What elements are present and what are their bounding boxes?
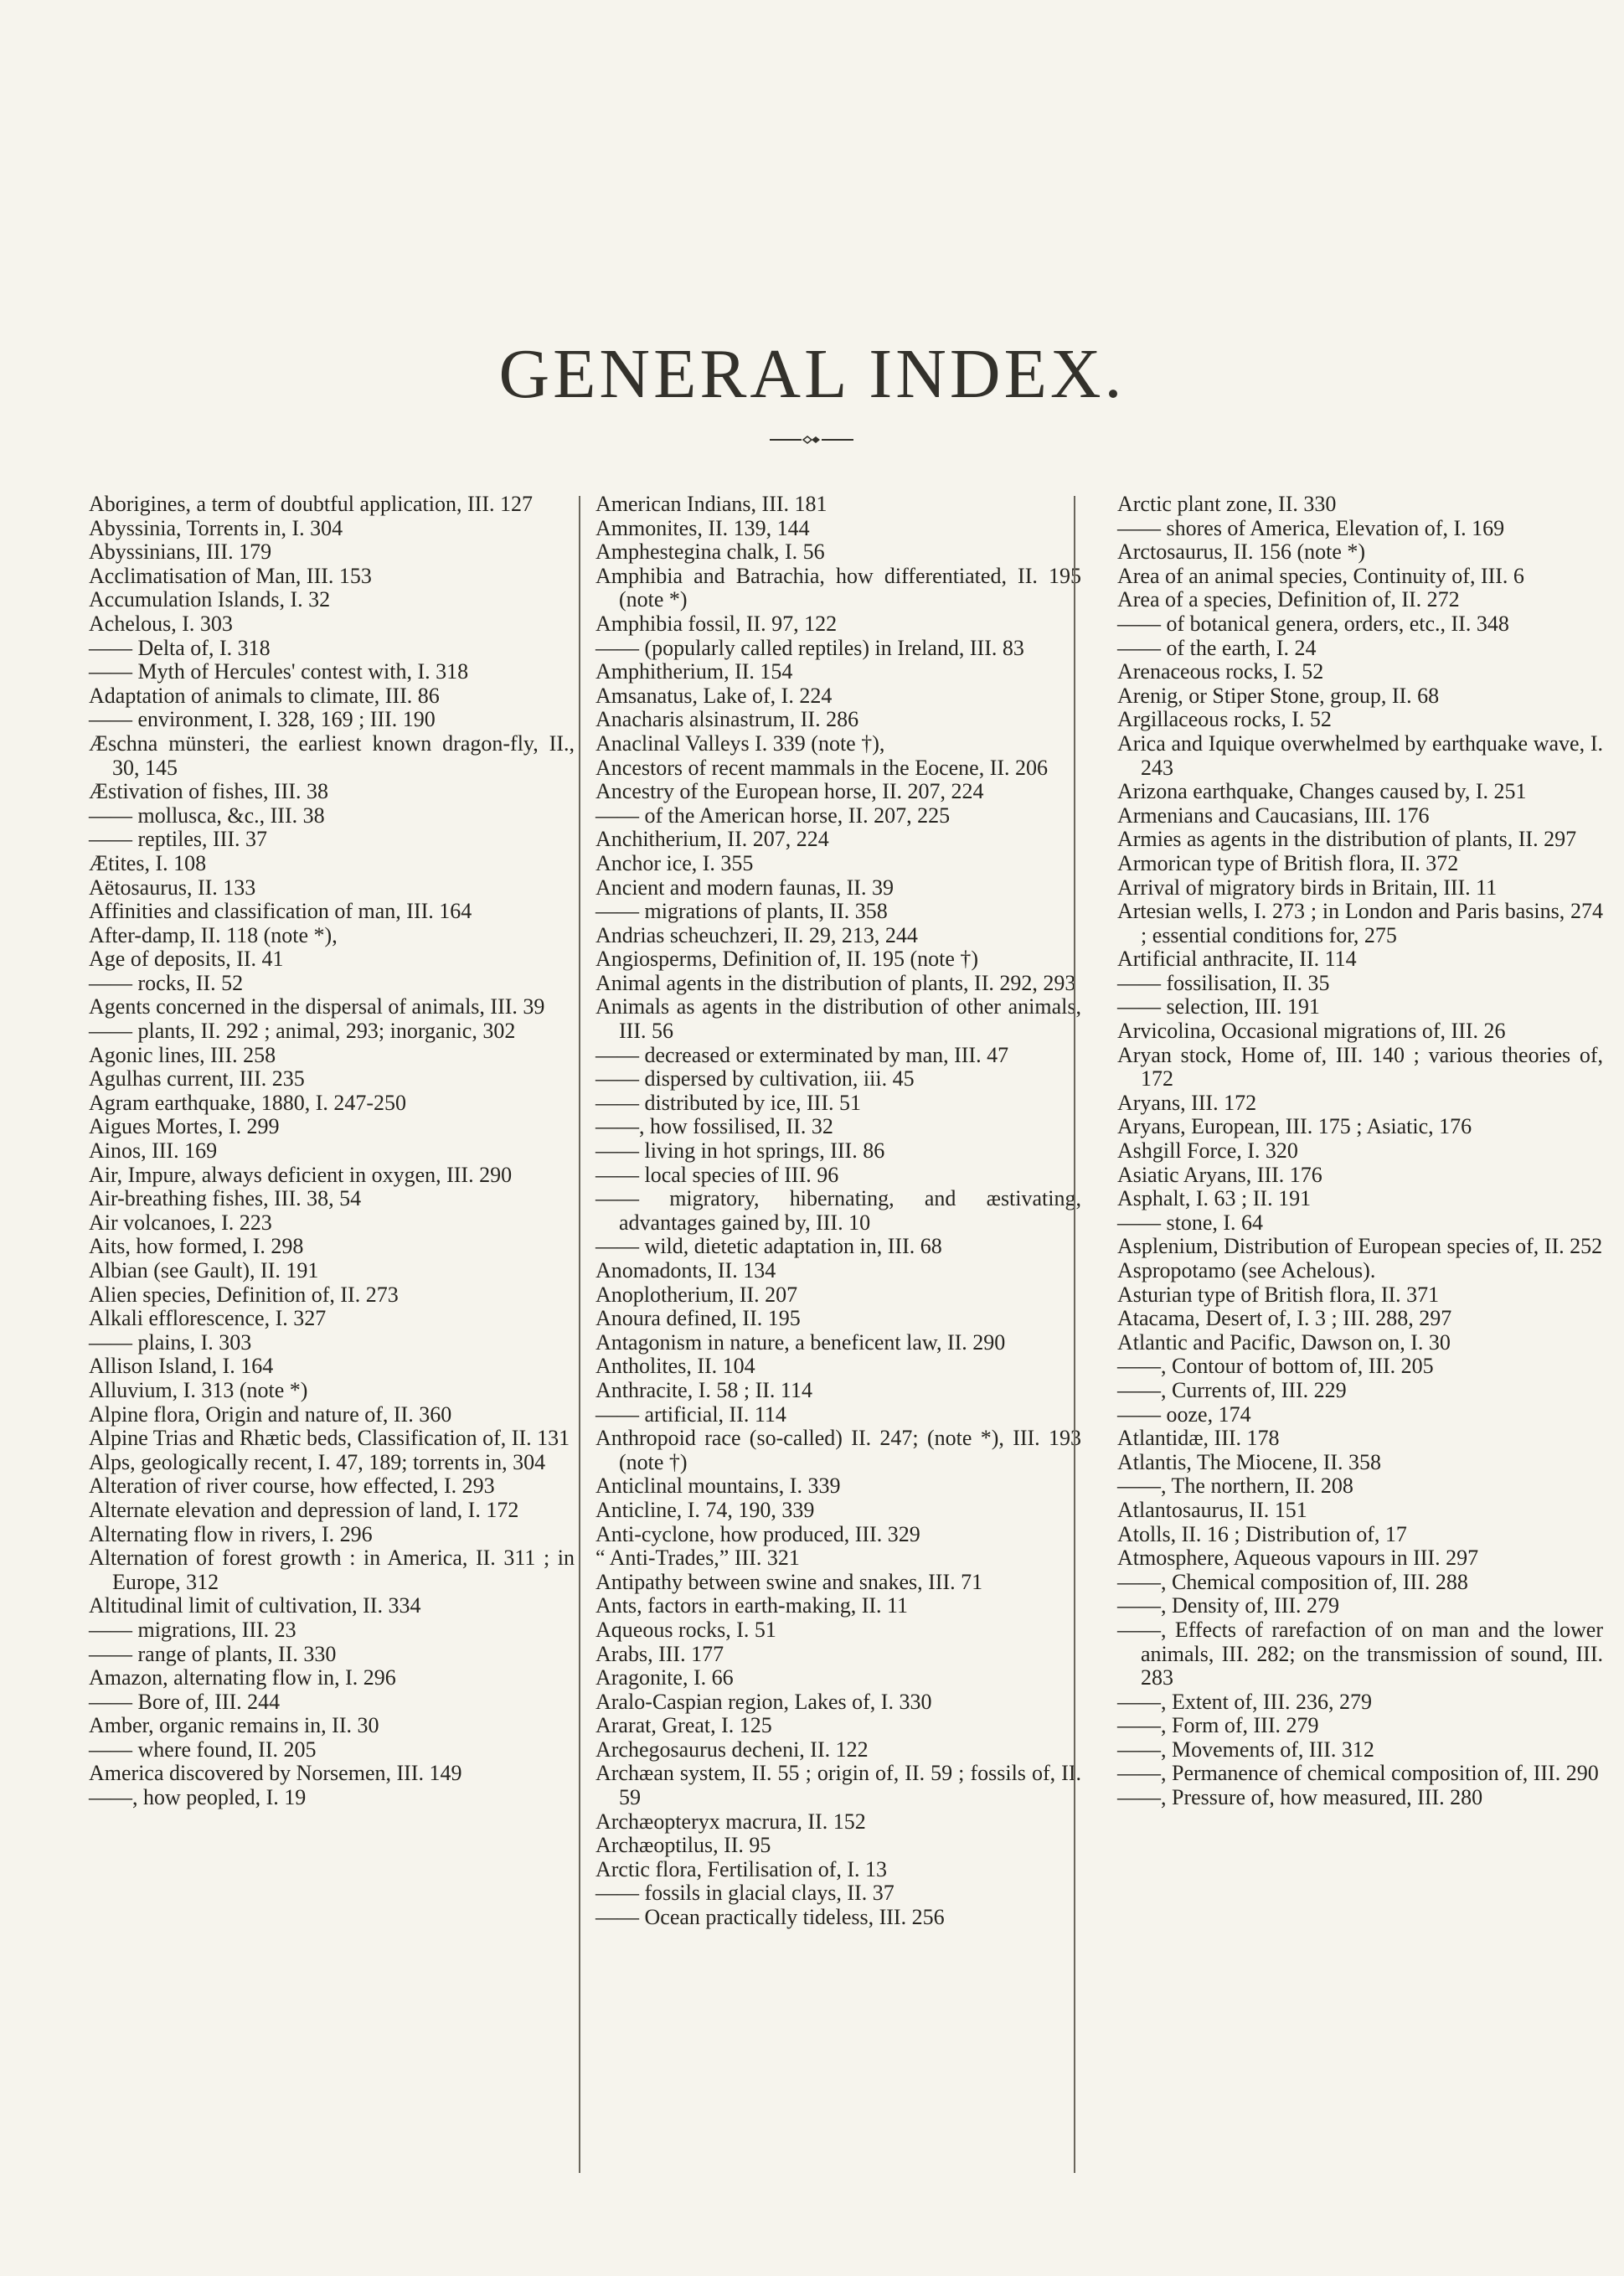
index-entry: —— plants, II. 292 ; animal, 293; inorganic, 302 <box>89 1019 516 1044</box>
index-entry: Asiatic Aryans, III. 176 <box>1117 1162 1322 1187</box>
index-entry: Aqueous rocks, I. 51 <box>595 1617 776 1642</box>
index-entry: Armies as agents in the distribution of plants, II. 297 <box>1117 827 1577 852</box>
index-entry: Age of deposits, II. 41 <box>89 947 284 972</box>
index-entry: —— distributed by ice, III. 51 <box>595 1090 861 1115</box>
index-entry: Agents concerned in the dispersal of animals, III. 39 <box>89 994 545 1019</box>
index-entry: Antholites, II. 104 <box>595 1354 755 1379</box>
index-entry: —— stone, I. 64 <box>1117 1210 1264 1235</box>
index-entry: —— selection, III. 191 <box>1117 994 1320 1019</box>
index-entry: —— Delta of, I. 318 <box>89 635 271 660</box>
index-entry: Arrival of migratory birds in Britain, III. 11 <box>1117 875 1498 900</box>
index-entry: Abyssinians, III. 179 <box>89 539 272 565</box>
index-entry: Arctosaurus, II. 156 (note *) <box>1117 539 1366 565</box>
index-entry: —— plains, I. 303 <box>89 1329 252 1355</box>
index-entry: Alteration of river course, how effected, I. 293 <box>89 1473 495 1499</box>
index-entry: ——, Currents of, III. 229 <box>1117 1377 1347 1402</box>
index-entry: Anticline, I. 74, 190, 339 <box>595 1497 815 1522</box>
index-entry: Air-breathing fishes, III. 38, 54 <box>89 1186 362 1211</box>
index-entry: Achelous, I. 303 <box>89 611 233 636</box>
index-entry: —— migrations of plants, II. 358 <box>595 899 888 924</box>
index-entry: Alluvium, I. 313 (note *) <box>89 1377 308 1402</box>
index-entry: Ashgill Force, I. 320 <box>1117 1138 1298 1164</box>
index-entry: Alternating flow in rivers, I. 296 <box>89 1521 373 1546</box>
index-entry: —— Ocean practically tideless, III. 256 <box>595 1905 945 1930</box>
index-entry: Anoplotherium, II. 207 <box>595 1282 798 1307</box>
index-entry: “ Anti-Trades,” III. 321 <box>595 1546 800 1571</box>
index-entry: Abyssinia, Torrents in, I. 304 <box>89 515 343 540</box>
index-entry: Arvicolina, Occasional migrations of, III. 26 <box>1117 1019 1506 1044</box>
index-entry: Area of an animal species, Continuity of, III. 6 <box>1117 563 1524 588</box>
index-entry: Air volcanoes, I. 223 <box>89 1210 272 1235</box>
index-entry: Arenaceous rocks, I. 52 <box>1117 659 1324 684</box>
index-entry: —— decreased or exterminated by man, III. 47 <box>595 1042 1009 1067</box>
index-entry: Anchitherium, II. 207, 224 <box>595 827 829 852</box>
index-entry: Æstivation of fishes, III. 38 <box>89 779 328 804</box>
index-entry: —— of botanical genera, orders, etc., II. 348 <box>1117 611 1509 636</box>
index-entry: —— Bore of, III. 244 <box>89 1689 281 1714</box>
index-entry: Antagonism in nature, a beneficent law, II. 290 <box>595 1329 1006 1355</box>
index-entry: Agram earthquake, 1880, I. 247-250 <box>89 1090 407 1115</box>
index-entry: —— (popularly called reptiles) in Ireland, III. 83 <box>595 635 1024 660</box>
index-entry: —— ooze, 174 <box>1117 1401 1251 1427</box>
title-ornament <box>770 435 853 445</box>
index-entry: Alps, geologically recent, I. 47, 189; torrents in, 304 <box>89 1449 546 1474</box>
index-entry: Anti-cyclone, how produced, III. 329 <box>595 1521 920 1546</box>
index-entry: Acclimatisation of Man, III. 153 <box>89 563 372 588</box>
index-entry: —— rocks, II. 52 <box>89 970 244 995</box>
index-entry: Aryans, European, III. 175 ; Asiatic, 176 <box>1117 1114 1472 1139</box>
index-entry: —— artificial, II. 114 <box>595 1401 786 1427</box>
index-entry: Armorican type of British flora, II. 372 <box>1117 850 1459 875</box>
index-entry: Archæopteryx macrura, II. 152 <box>595 1809 866 1834</box>
index-entry: Atmosphere, Aqueous vapours in III. 297 <box>1117 1546 1479 1571</box>
index-entry: Atlantis, The Miocene, II. 358 <box>1117 1449 1382 1474</box>
index-entry: Aralo-Caspian region, Lakes of, I. 330 <box>595 1689 932 1714</box>
index-entry: Amphitherium, II. 154 <box>595 659 793 684</box>
index-entry: Anticlinal mountains, I. 339 <box>595 1473 841 1499</box>
index-entry: Atacama, Desert of, I. 3 ; III. 288, 297 <box>1117 1306 1452 1331</box>
index-entry: Arenig, or Stiper Stone, group, II. 68 <box>1117 683 1440 708</box>
index-entry: Aryan stock, Home of, III. 140 ; various theories of, 172 <box>1117 1042 1603 1092</box>
index-entry: Artificial anthracite, II. 114 <box>1117 947 1357 972</box>
index-entry: ——, Permanence of chemical composition of, III. 290 <box>1117 1761 1599 1786</box>
index-entry: ——, Extent of, III. 236, 279 <box>1117 1689 1373 1714</box>
index-entry: Arica and Iquique overwhelmed by earthquake wave, I. 243 <box>1117 730 1603 780</box>
index-entry: Anthracite, I. 58 ; II. 114 <box>595 1377 812 1402</box>
index-entry: Ancestors of recent mammals in the Eocene, II. 206 <box>595 755 1049 780</box>
index-entry: Ancestry of the European horse, II. 207, 224 <box>595 779 984 804</box>
index-entry: Animals as agents in the distribution of other animals, III. 56 <box>595 994 1081 1044</box>
index-entry: Artesian wells, I. 273 ; in London and Paris basins, 274 ; essential conditions for, 275 <box>1117 899 1603 947</box>
index-entry: Anchor ice, I. 355 <box>595 850 754 875</box>
index-entry: Aspropotamo (see Achelous). <box>1117 1258 1376 1283</box>
index-entry: Arctic plant zone, II. 330 <box>1117 492 1337 516</box>
index-entry: Ammonites, II. 139, 144 <box>595 515 810 540</box>
index-entry: Ararat, Great, I. 125 <box>595 1713 772 1738</box>
index-entry: Agulhas current, III. 235 <box>89 1066 305 1092</box>
index-entry: Anaclinal Valleys I. 339 (note †), <box>595 730 885 756</box>
index-entry: —— environment, I. 328, 169 ; III. 190 <box>89 707 436 732</box>
index-entry: Ætites, I. 108 <box>89 850 207 875</box>
index-entry: Atlantosaurus, II. 151 <box>1117 1497 1307 1522</box>
index-entry: Alternation of forest growth : in America, II. 311 ; in Europe, 312 <box>89 1546 575 1594</box>
index-entry: Air, Impure, always deficient in oxygen, III. 290 <box>89 1162 513 1187</box>
index-entry: Anacharis alsinastrum, II. 286 <box>595 707 859 732</box>
index-entry: —— of the American horse, II. 207, 225 <box>595 803 951 828</box>
index-entry: America discovered by Norsemen, III. 149 <box>89 1761 462 1786</box>
index-entry: Archæan system, II. 55 ; origin of, II. 59 ; fossils of, II. 59 <box>595 1761 1081 1810</box>
index-entry: Amphestegina chalk, I. 56 <box>595 539 825 565</box>
index-entry: Affinities and classification of man, III. 164 <box>89 899 472 924</box>
index-entry: Atlantidæ, III. 178 <box>1117 1426 1280 1451</box>
index-entry: Ainos, III. 169 <box>89 1138 218 1164</box>
index-entry: Anomadonts, II. 134 <box>595 1258 776 1283</box>
index-entry: After-damp, II. 118 (note *), <box>89 922 338 947</box>
index-column-1 <box>89 493 575 1810</box>
index-entry: Atlantic and Pacific, Dawson on, I. 30 <box>1117 1329 1451 1355</box>
index-entry: —— migratory, hibernating, and æstivating, advantages gained by, III. 10 <box>595 1186 1081 1235</box>
index-entry: —— local species of III. 96 <box>595 1162 839 1187</box>
index-entry: ——, how fossilised, II. 32 <box>595 1114 833 1139</box>
index-entry: Agonic lines, III. 258 <box>89 1042 276 1067</box>
index-entry: Argillaceous rocks, I. 52 <box>1117 707 1332 732</box>
index-entry: Ants, factors in earth-making, II. 11 <box>595 1593 909 1618</box>
index-entry: ——, Pressure of, how measured, III. 280 <box>1117 1785 1483 1810</box>
index-entry: Aborigines, a term of doubtful application, III. 127 <box>89 492 533 516</box>
index-entry: Altitudinal limit of cultivation, II. 334 <box>89 1593 421 1618</box>
index-entry: —— migrations, III. 23 <box>89 1617 296 1642</box>
index-entry: Aigues Mortes, I. 299 <box>89 1114 280 1139</box>
index-entry: Asturian type of British flora, II. 371 <box>1117 1282 1440 1307</box>
index-entry: Adaptation of animals to climate, III. 86 <box>89 683 440 708</box>
index-entry: Amsanatus, Lake of, I. 224 <box>595 683 833 708</box>
index-column-3 <box>1117 493 1603 1810</box>
index-entry: —— mollusca, &c., III. 38 <box>89 803 325 828</box>
index-entry: —— dispersed by cultivation, iii. 45 <box>595 1066 915 1092</box>
index-column-2 <box>595 493 1081 1930</box>
index-entry: —— where found, II. 205 <box>89 1737 317 1762</box>
index-entry: Armenians and Caucasians, III. 176 <box>1117 803 1430 828</box>
index-entry: Alien species, Definition of, II. 273 <box>89 1282 399 1307</box>
index-entry: —— of the earth, I. 24 <box>1117 635 1317 660</box>
index-entry: —— living in hot springs, III. 86 <box>595 1138 885 1164</box>
index-entry: —— Myth of Hercules' contest with, I. 318 <box>89 659 469 684</box>
index-entry: Alternate elevation and depression of land, I. 172 <box>89 1497 519 1522</box>
index-entry: Anthropoid race (so-called) II. 247; (note *), III. 193 (note †) <box>595 1426 1081 1474</box>
index-entry: ——, Contour of bottom of, III. 205 <box>1117 1354 1434 1379</box>
index-entry: Andrias scheuchzeri, II. 29, 213, 244 <box>595 922 918 947</box>
index-entry: Arabs, III. 177 <box>595 1641 724 1666</box>
index-entry: ——, Movements of, III. 312 <box>1117 1737 1374 1762</box>
index-entry: —— reptiles, III. 37 <box>89 827 268 852</box>
index-entry: Aëtosaurus, II. 133 <box>89 875 256 900</box>
index-entry: ——, how peopled, I. 19 <box>89 1785 307 1810</box>
index-entry: Area of a species, Definition of, II. 272 <box>1117 587 1460 612</box>
index-entry: Æschna münsteri, the earliest known dragon-fly, II., 30, 145 <box>89 730 575 780</box>
index-entry: Allison Island, I. 164 <box>89 1354 274 1379</box>
index-entry: Atolls, II. 16 ; Distribution of, 17 <box>1117 1521 1407 1546</box>
index-entry: ——, Density of, III. 279 <box>1117 1593 1340 1618</box>
index-entry: —— fossilisation, II. 35 <box>1117 970 1330 995</box>
index-entry: Accumulation Islands, I. 32 <box>89 587 331 612</box>
index-entry: Archegosaurus decheni, II. 122 <box>595 1737 869 1762</box>
index-entry: Anoura defined, II. 195 <box>595 1306 801 1331</box>
column-divider <box>1074 496 1075 2173</box>
index-entry: Angiosperms, Definition of, II. 195 (note †) <box>595 947 979 972</box>
index-entry: —— range of plants, II. 330 <box>89 1641 337 1666</box>
index-entry: Asplenium, Distribution of European species of, II. 252 <box>1117 1234 1603 1259</box>
index-entry: ——, Form of, III. 279 <box>1117 1713 1319 1738</box>
index-entry: Aits, how formed, I. 298 <box>89 1234 304 1259</box>
index-entry: ——, Effects of rarefaction of on man and the lower animals, III. 282; on the transmission of sound, III. 283 <box>1117 1617 1603 1690</box>
index-entry: Amphibia and Batrachia, how differentiated, II. 195 (note *) <box>595 563 1081 612</box>
column-divider <box>579 496 580 2173</box>
index-entry: Asphalt, I. 63 ; II. 191 <box>1117 1186 1312 1211</box>
index-entry: Alpine flora, Origin and nature of, II. 360 <box>89 1401 452 1427</box>
index-entry: ——, The northern, II. 208 <box>1117 1473 1353 1499</box>
index-entry: Amazon, alternating flow in, I. 296 <box>89 1665 396 1690</box>
page-title: GENERAL INDEX. <box>498 335 1126 413</box>
index-entry: Alpine Trias and Rhætic beds, Classification of, II. 131 <box>89 1426 570 1451</box>
index-entry: Aragonite, I. 66 <box>595 1665 734 1690</box>
index-entry: Amphibia fossil, II. 97, 122 <box>595 611 838 636</box>
index-entry: Archæoptilus, II. 95 <box>595 1833 771 1858</box>
index-entry: Antipathy between swine and snakes, III. 71 <box>595 1569 983 1594</box>
index-entry: American Indians, III. 181 <box>595 492 827 516</box>
index-entry: —— fossils in glacial clays, II. 37 <box>595 1881 894 1906</box>
index-entry: ——, Chemical composition of, III. 288 <box>1117 1569 1468 1594</box>
index-entry: Arctic flora, Fertilisation of, I. 13 <box>595 1856 888 1881</box>
index-entry: Alkali efflorescence, I. 327 <box>89 1306 327 1331</box>
index-entry: —— shores of America, Elevation of, I. 169 <box>1117 515 1505 540</box>
index-entry: Amber, organic remains in, II. 30 <box>89 1713 379 1738</box>
index-entry: Ancient and modern faunas, II. 39 <box>595 875 894 900</box>
index-entry: Albian (see Gault), II. 191 <box>89 1258 319 1283</box>
index-entry: —— wild, dietetic adaptation in, III. 68 <box>595 1234 942 1259</box>
index-entry: Animal agents in the distribution of plants, II. 292, 293 <box>595 970 1076 995</box>
index-entry: Arizona earthquake, Changes caused by, I. 251 <box>1117 779 1527 804</box>
index-entry: Aryans, III. 172 <box>1117 1090 1257 1115</box>
